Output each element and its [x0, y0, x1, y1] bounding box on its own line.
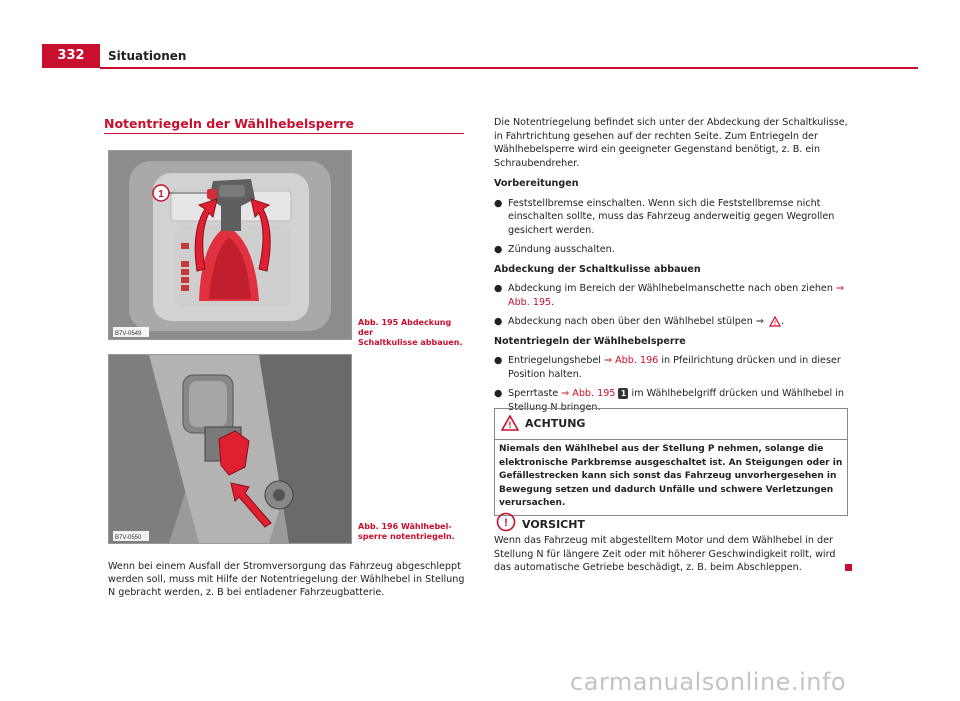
running-header: Situationen	[108, 49, 187, 63]
warning-box	[494, 408, 848, 516]
figure-link[interactable]: ⇒ Abb. 196	[604, 355, 659, 366]
section-title: Notentriegeln der Wählhebelsperre	[104, 116, 354, 131]
figure-195-image	[108, 150, 352, 340]
intro-paragraph: Die Notentriegelung befindet sich unter der Abdeckung der Schaltkulisse, in Fahrtrichtung gesehen auf der rechten Seite. Zum Entriegeln der Wählhebelsperre wird ein geeigneter Gegenstand benötigt, z. B. ein Schraubendreher.	[494, 117, 848, 169]
left-body-text: Wenn bei einem Ausfall der Stromversorgung das Fahrzeug abgeschleppt werden soll, muss mit Hilfe der Notentriegelung der Wählhebel in Stellung N gebracht werden, z. B bei entladener Fahrzeugbatterie.	[108, 561, 465, 598]
caution-title: VORSICHT	[522, 518, 585, 531]
callout-badge: 1	[618, 388, 628, 399]
svg-text:!: !	[504, 517, 508, 529]
watermark: carmanualsonline.info	[570, 668, 847, 696]
list-item: ● Sperrtaste ⇒ Abb. 195 1 im Wählhebelgriff drücken und Wählhebel in Stellung N bringen.	[494, 388, 844, 413]
figure-code: B7V-0550	[115, 535, 142, 541]
page-number: 332	[42, 44, 100, 68]
figure-195-caption: Abb. 195 Abdeckung der Schaltkulisse abbauen.	[358, 318, 463, 347]
figure-link[interactable]: ⇒ Abb. 195	[508, 283, 845, 308]
cover-label: Abdeckung der Schaltkulisse abbauen	[494, 263, 701, 275]
list-item: ● Abdeckung im Bereich der Wählhebelmanschette nach oben ziehen ⇒ Abb. 195.	[494, 283, 845, 308]
svg-text:1: 1	[158, 189, 164, 200]
figure-196-image	[108, 354, 352, 544]
list-item: ● Abdeckung nach oben über den Wählhebel stülpen ⇒ ! .	[494, 316, 785, 327]
warning-triangle-icon[interactable]	[769, 316, 781, 327]
svg-text:!: !	[508, 420, 512, 430]
list-item: ● Feststellbremse einschalten. Wenn sich die Feststellbremse nicht einschalten sollte, muss das Fahrzeug anderweitig gegen Wegrollen gesichert werden.	[494, 197, 835, 236]
figure-code: B7V-0549	[115, 331, 142, 337]
header-rule	[100, 67, 918, 69]
warning-text: Niemals den Wählhebel aus der Stellung P nehmen, solange die elektronische Parkbremse ausgeschaltet ist. An Steigungen oder in Gefällestrecken kann sich sonst das Fahrzeug unvorhergesehen in Bewegung setzen und dadurch Unfälle und schwere Verletzungen verursachen.	[499, 444, 843, 508]
warning-triangle-icon	[501, 415, 519, 431]
caution-text: Wenn das Fahrzeug mit abgestelltem Motor und dem Wählhebel in der Stellung N für längere Zeit oder mit höherer Geschwindigkeit rollt, wird das automatische Getriebe beschädigt, z. B. beim Abschleppen.	[494, 535, 836, 573]
section-rule	[104, 133, 464, 134]
svg-text:!: !	[773, 320, 776, 327]
list-item: ● Entriegelungshebel ⇒ Abb. 196 in Pfeilrichtung drücken und in dieser Position halten.	[494, 355, 841, 380]
end-marker	[845, 564, 852, 571]
right-column	[494, 116, 850, 420]
prep-label: Vorbereitungen	[494, 178, 579, 189]
caution-icon	[496, 512, 516, 532]
figure-link[interactable]: ⇒ Abb. 195	[561, 388, 616, 399]
figure-196-caption: Abb. 196 Wählhebel- sperre notentriegeln.	[358, 522, 455, 541]
list-item: ● Zündung ausschalten.	[494, 244, 615, 255]
warning-title: ACHTUNG	[525, 417, 586, 430]
release-label: Notentriegeln der Wählhebelsperre	[494, 335, 686, 347]
caution-block	[494, 512, 852, 575]
